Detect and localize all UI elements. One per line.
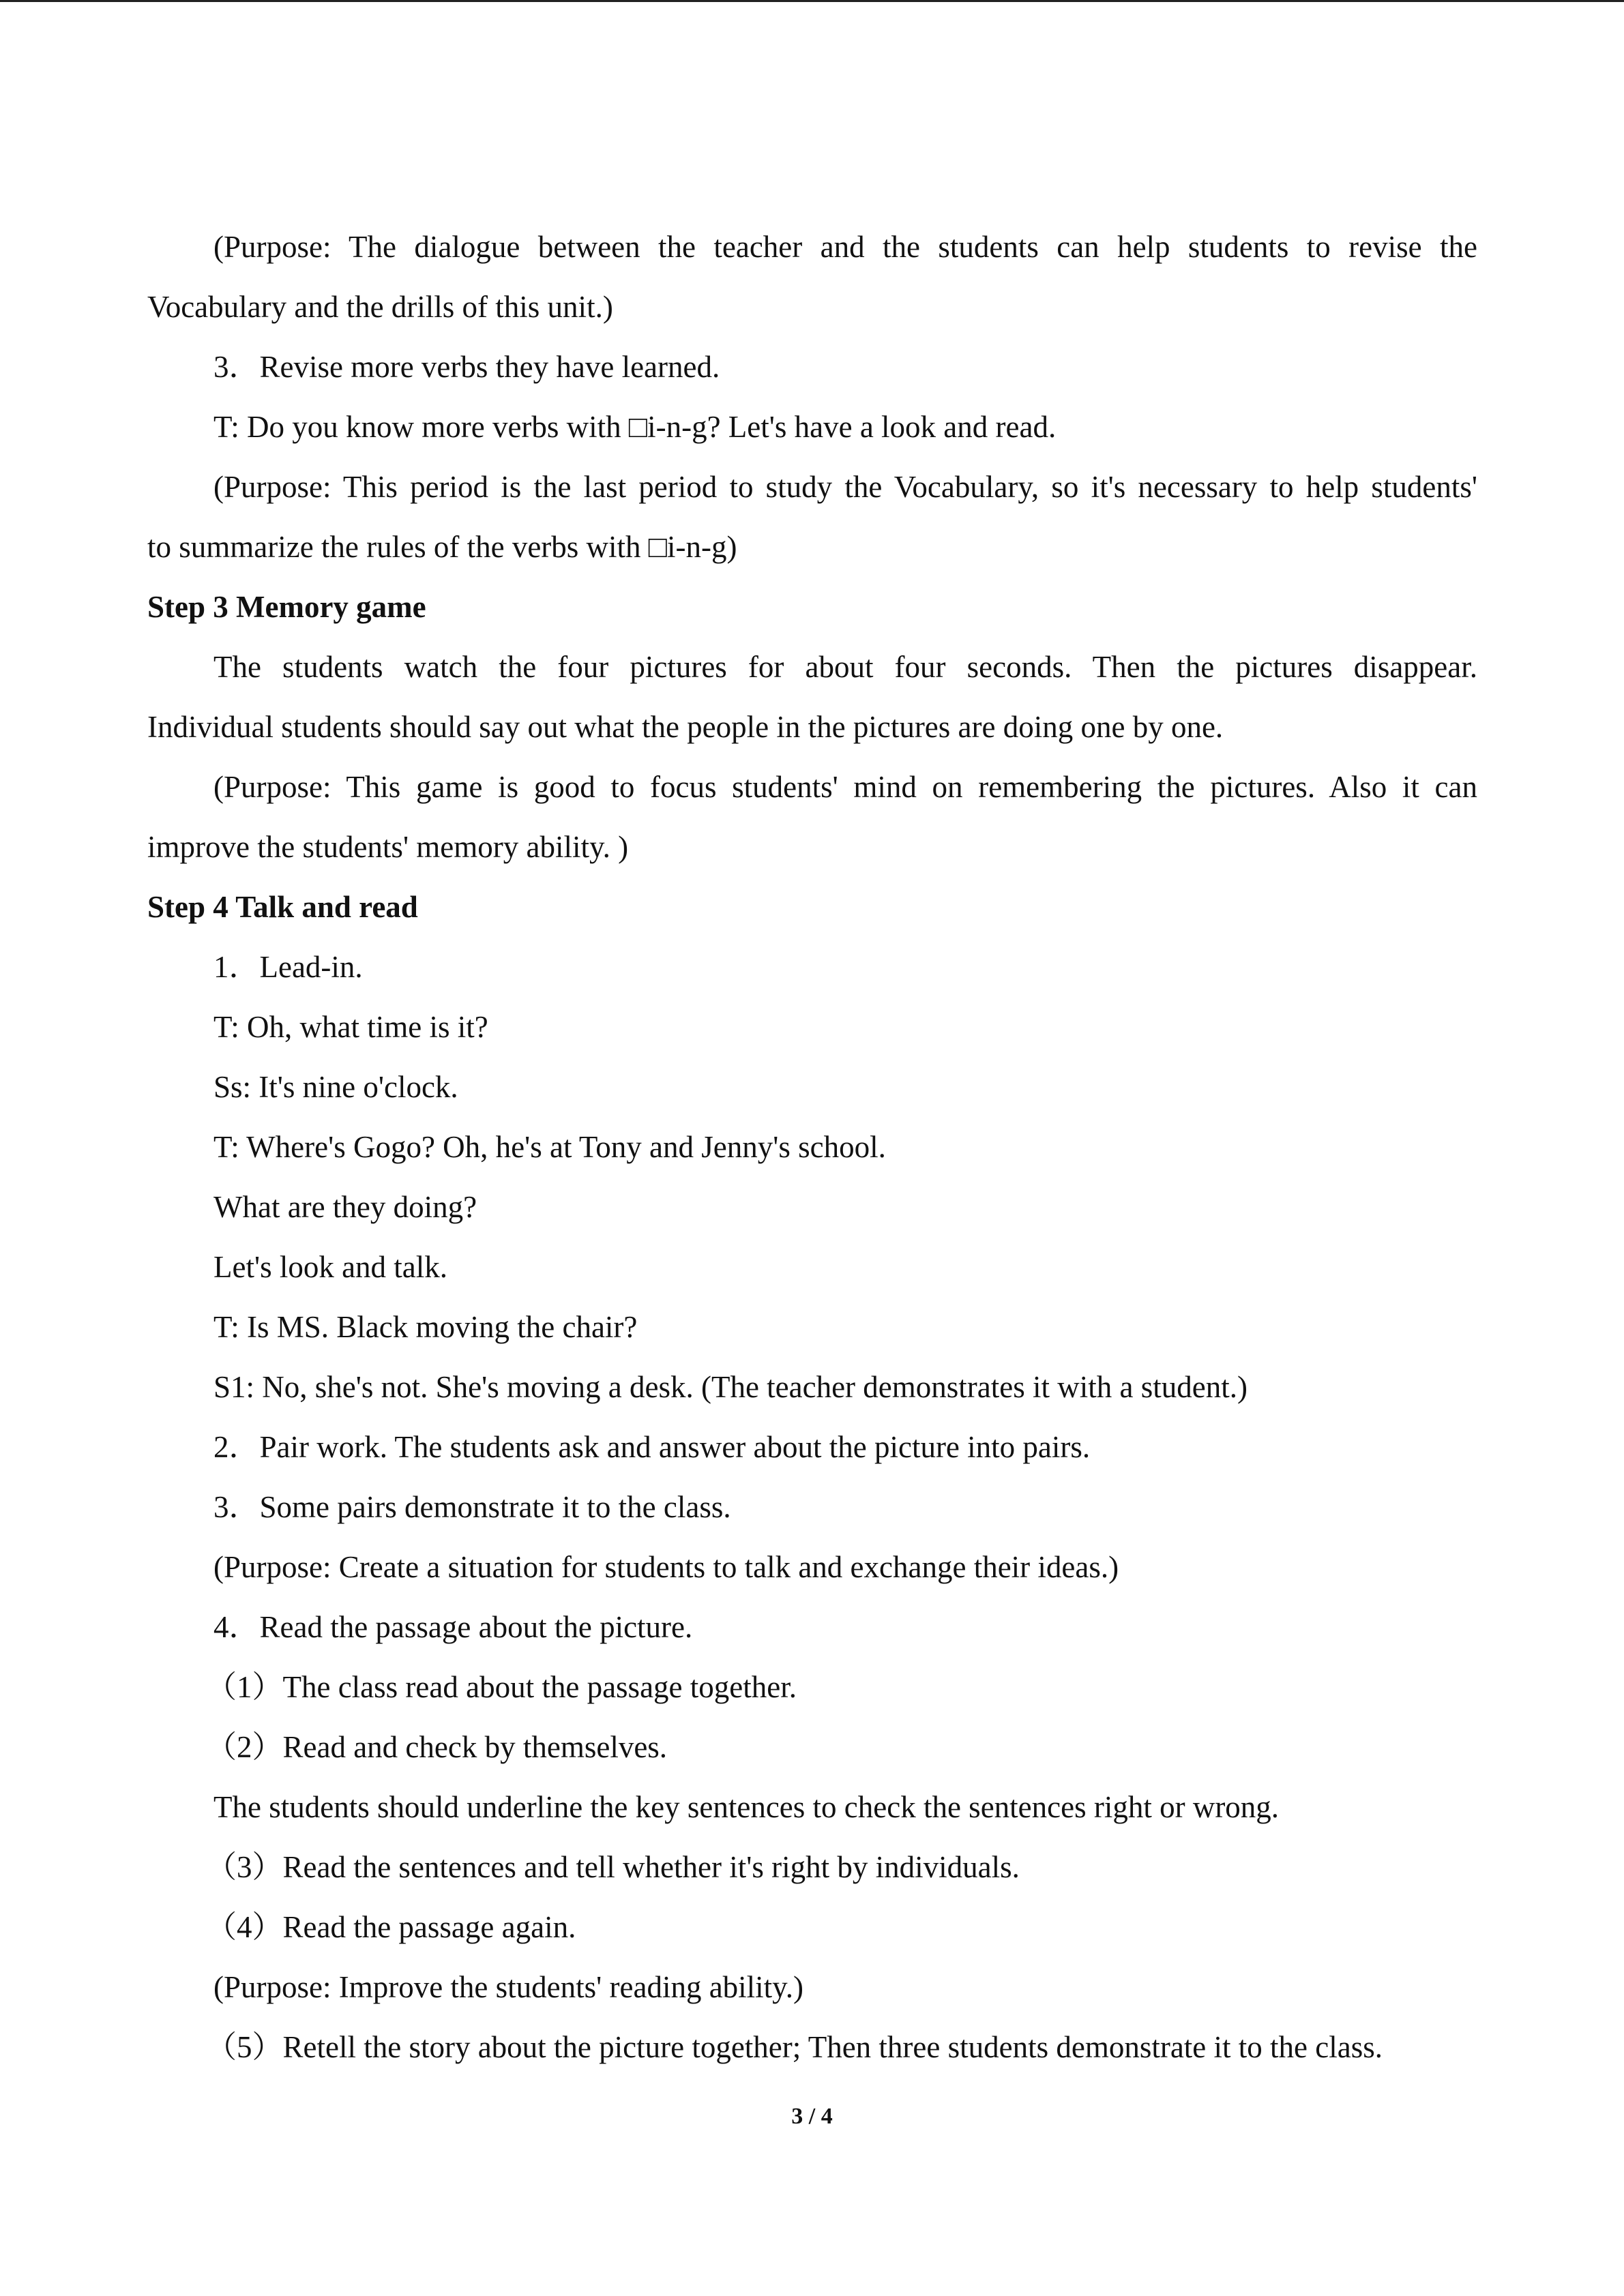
student-dialogue-line: Ss: It's nine o'clock. xyxy=(213,1070,458,1104)
top-border-line xyxy=(0,0,1624,2)
student-dialogue-line: S1: No, she's not. She's moving a desk. (The teacher demonstrates it with a student.) xyxy=(213,1370,1247,1404)
purpose-paragraph-line: (Purpose: The dialogue between the teacher and the students can help students to revise the xyxy=(213,230,1477,264)
paragraph-line: The students watch the four pictures for about four seconds. Then the pictures disappear. xyxy=(213,650,1477,684)
purpose-paragraph-line: improve the students' memory ability. ) xyxy=(147,830,629,864)
dialogue-line: Let's look and talk. xyxy=(213,1250,448,1284)
purpose-paragraph-line: Vocabulary and the drills of this unit.) xyxy=(147,290,613,324)
step-4-heading: Step 4 Talk and read xyxy=(147,890,418,924)
teacher-dialogue-line: T: Oh, what time is it? xyxy=(213,1010,488,1044)
numbered-step-line: 3．Revise more verbs they have learned. xyxy=(213,350,720,384)
dialogue-line: What are they doing? xyxy=(213,1190,477,1224)
purpose-paragraph-line: (Purpose: This game is good to focus students' mind on remembering the pictures. Also it can xyxy=(213,770,1477,804)
page-number: 3 / 4 xyxy=(791,2104,833,2129)
step-3-heading: Step 3 Memory game xyxy=(147,590,426,624)
numbered-step-line: 3．Some pairs demonstrate it to the class. xyxy=(213,1490,731,1524)
numbered-step-line: 2．Pair work. The students ask and answer about the picture into pairs. xyxy=(213,1430,1091,1464)
purpose-line: (Purpose: Improve the students' reading ability.) xyxy=(213,1970,803,2004)
purpose-line: (Purpose: Create a situation for students to talk and exchange their ideas.) xyxy=(213,1550,1119,1584)
sub-step-line: （5）Retell the story about the picture together; Then three students demonstrate it to the class. xyxy=(206,2030,1383,2064)
sub-step-line: （2）Read and check by themselves. xyxy=(206,1730,668,1764)
sub-step-line: （3）Read the sentences and tell whether it's right by individuals. xyxy=(206,1850,1020,1884)
document-body xyxy=(147,217,1477,2077)
numbered-step-line: 4．Read the passage about the picture. xyxy=(213,1610,693,1644)
paragraph-line: Individual students should say out what the people in the pictures are doing one by one. xyxy=(147,710,1224,744)
purpose-paragraph-line: (Purpose: This period is the last period to study the Vocabulary, so it's necessary to help students' xyxy=(213,470,1477,504)
teacher-dialogue-line: T: Do you know more verbs with □i-n-g? Let's have a look and read. xyxy=(213,410,1057,444)
numbered-step-line: 1．Lead-in. xyxy=(213,950,363,984)
purpose-paragraph-line: to summarize the rules of the verbs with □i-n-g) xyxy=(147,530,737,564)
sub-step-line: （4）Read the passage again. xyxy=(206,1910,576,1944)
teacher-dialogue-line: T: Is MS. Black moving the chair? xyxy=(213,1310,638,1344)
teacher-dialogue-line: T: Where's Gogo? Oh, he's at Tony and Jenny's school. xyxy=(213,1130,886,1164)
sub-step-line: （1）The class read about the passage together. xyxy=(206,1670,797,1704)
paragraph-line: The students should underline the key sentences to check the sentences right or wrong. xyxy=(213,1790,1280,1824)
